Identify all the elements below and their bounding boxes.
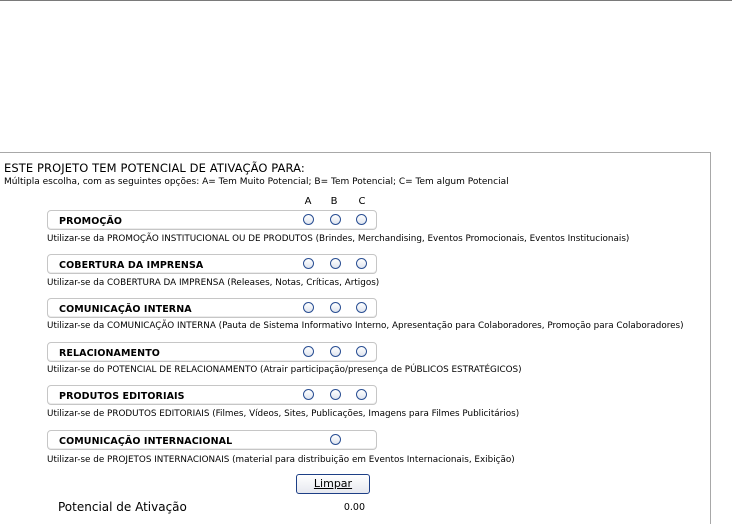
radio-produtos-editoriais-b[interactable] [330, 389, 341, 400]
option-row-comunicacao-internacional [47, 430, 377, 450]
radio-comunicacao-interna-b[interactable] [330, 302, 341, 313]
radio-cobertura-c[interactable] [356, 258, 367, 269]
radio-comunicacao-interna-a[interactable] [303, 302, 314, 313]
activation-potential-label: Potencial de Ativação [58, 500, 187, 514]
option-row-cobertura-imprensa [47, 254, 377, 274]
option-description: Utilizar-se da PROMOÇÃO INSTITUCIONAL OU DE PRODUTOS (Brindes, Merchandising, Eventos Promocionais, Eventos Institucionais) [47, 234, 630, 244]
form-panel [0, 152, 711, 524]
option-description: Utilizar-se de PRODUTOS EDITORIAIS (Filmes, Vídeos, Sites, Publicações, Imagens para Filmes Publicitários) [47, 409, 520, 419]
radio-relacionamento-b[interactable] [330, 346, 341, 357]
radio-cobertura-b[interactable] [330, 258, 341, 269]
form-heading: ESTE PROJETO TEM POTENCIAL DE ATIVAÇÃO PARA: [4, 161, 305, 175]
option-description: Utilizar-se da COBERTURA DA IMPRENSA (Releases, Notas, Críticas, Artigos) [47, 278, 380, 288]
column-header-c: C [358, 196, 366, 207]
option-label: COMUNICAÇÃO INTERNACIONAL [59, 436, 233, 447]
radio-comunicacao-interna-c[interactable] [356, 302, 367, 313]
clear-button-label: Limpar [313, 477, 353, 490]
clear-button[interactable] [296, 474, 370, 494]
radio-promocao-a[interactable] [303, 214, 314, 225]
option-label: PRODUTOS EDITORIAIS [59, 391, 185, 402]
option-row-relacionamento [47, 342, 377, 362]
top-divider [0, 0, 732, 1]
option-label: PROMOÇÃO [59, 216, 123, 227]
radio-produtos-editoriais-a[interactable] [303, 389, 314, 400]
option-row-produtos-editoriais [47, 385, 377, 405]
radio-relacionamento-c[interactable] [356, 346, 367, 357]
option-description: Utilizar-se de PROJETOS INTERNACIONAIS (material para distribuição em Eventos Internacionais, Exibição) [47, 455, 515, 465]
activation-potential-value: 0.00 [294, 498, 370, 515]
radio-promocao-b[interactable] [330, 214, 341, 225]
option-label: COBERTURA DA IMPRENSA [59, 260, 204, 271]
option-row-promocao [47, 210, 377, 230]
radio-relacionamento-a[interactable] [303, 346, 314, 357]
column-header-b: B [330, 196, 338, 207]
radio-promocao-c[interactable] [356, 214, 367, 225]
option-label: COMUNICAÇÃO INTERNA [59, 304, 192, 315]
option-description: Utilizar-se do POTENCIAL DE RELACIONAMENTO (Atrair participação/presença de PÚBLICOS ESTRATÉGICOS) [47, 365, 522, 375]
radio-cobertura-a[interactable] [303, 258, 314, 269]
radio-produtos-editoriais-c[interactable] [356, 389, 367, 400]
column-header-a: A [304, 196, 312, 207]
option-label: RELACIONAMENTO [59, 348, 160, 359]
form-instructions: Múltipla escolha, com as seguintes opções: A= Tem Muito Potencial; B= Tem Potencial; C= Tem algum Potencial [4, 177, 509, 187]
radio-comunicacao-internacional[interactable] [330, 434, 341, 445]
option-description: Utilizar-se da COMUNICAÇÃO INTERNA (Pauta de Sistema Informativo Interno, Apresentação para Colaboradores, Promoção para Colaboradores) [47, 321, 684, 331]
option-row-comunicacao-interna [47, 298, 377, 318]
